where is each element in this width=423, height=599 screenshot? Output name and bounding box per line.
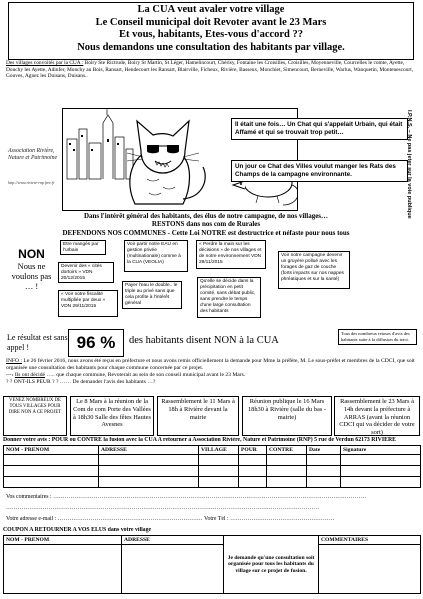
result-text: Le résultat est sans appel ! (7, 333, 68, 352)
cell-input[interactable] (199, 455, 239, 466)
story-card-1: Il était une fois… Un Chat qui s'appelait Urbain, qui était Affamé et qui se trouvait trop petit… (231, 118, 408, 140)
note-cites-dortoirs: Devenir des « cités dortoirs » VDN 20/12/2015 (58, 262, 114, 283)
form-avis-table (3, 445, 421, 488)
col-village: VILLAGE (199, 446, 239, 455)
villages-lead: Des villages convoités par la CUA : (6, 60, 84, 66)
table-row (4, 466, 421, 477)
vertical-ipns-note-wrapper (404, 110, 418, 235)
cell-input[interactable] (307, 455, 341, 466)
cell-input[interactable] (341, 477, 421, 488)
col-pour: POUR (239, 446, 267, 455)
info-label: INFO : (6, 358, 23, 364)
story-panel (231, 110, 411, 213)
header-box (8, 2, 414, 60)
phone-label: Votre Tél : (204, 516, 229, 522)
meeting-16-mars: Réunion publique le 16 Mars 18h30 à Rivière (salle du bas - mairie) (242, 396, 332, 436)
comments-dots: ……………………………………………………………………………………………………………………………………………… (53, 494, 367, 500)
note-precipitation: Qu'elle se décide dans la précipitation en petit comité, sans débat public, sans prendre le temps d'une large consultation des habitants (197, 277, 261, 318)
info-decided: Ils ont décidé (14, 372, 45, 378)
cell-input[interactable] (99, 455, 199, 466)
info-arrow: ---› (6, 372, 15, 378)
header-line-1: La CUA veut avaler votre village (137, 4, 285, 15)
call-line-1: Dans l'intérêt général des habitants, des élus de notre campagne, de nos villages… (83, 212, 329, 220)
note-eau-privee: Voir partir notre EAU en gestion privée (multinationale) comme à la CUA (VEOLIA) (124, 240, 188, 272)
info-p3: ? ? ONT-ILS PEUR ? ? …… De demander l'avis des habitants …? (6, 379, 156, 385)
info-p2: ….. que chaque commune, Revoterait au sein de son conseil municipal avant le 23 Mars. (45, 372, 246, 378)
call-line-3: DEFENDONS NOS COMMUNES - Cette Loi NOTRE est destructrice et néfaste pour nous tous (62, 228, 350, 237)
cell-input[interactable] (267, 455, 307, 466)
meeting-venez: VENEZ NOMBREUX DE TOUS VILLAGES POUR DIRE NON A CE PROJET (3, 396, 67, 436)
result-disent: des habitants disent NON à la CUA (129, 335, 279, 346)
cell-input[interactable] (341, 466, 421, 477)
form-avis-header-row (4, 446, 421, 455)
col-adresse: ADRESSE (99, 446, 199, 455)
table-row (4, 455, 421, 466)
villages-list (6, 60, 418, 80)
cell-input[interactable] (307, 477, 341, 488)
coupon-col-nom: NOM - PRENOM (4, 536, 122, 545)
header-line-4: Nous demandons une consultation des habitants par village. (77, 41, 345, 53)
cell-input[interactable] (341, 455, 421, 466)
cell-input[interactable] (199, 466, 239, 477)
cell-input[interactable] (319, 545, 421, 594)
col-signature: Signature (341, 446, 421, 455)
email-label: Votre adresse e-mail : (6, 516, 57, 522)
non-heading: NON (18, 247, 45, 261)
non-subheading: Nous ne voulons pas … ! (11, 262, 52, 291)
cell-input[interactable] (307, 466, 341, 477)
table-row (4, 477, 421, 488)
cell-input[interactable] (4, 466, 99, 477)
coupon-header-row (4, 536, 421, 545)
coupon-title: COUPON A RETOURNER A VOS ELUS dans votre village (3, 527, 152, 533)
phone-dots: ……………………………………………… (230, 516, 335, 522)
cell-input[interactable] (267, 466, 307, 477)
note-eau-double: Payer l'eau le double.. le triple au privé sans que cela profite à l'intérêt général (122, 281, 182, 309)
header-line-2: Le Conseil municipal doit Revoter avant le 23 Mars (95, 16, 327, 28)
result-percent: 96 % (68, 329, 124, 357)
note-fiscalite: « Voir notre fiscalité multipliée par deux » VDN 29/11/2015 (58, 290, 118, 317)
note-gaz-de-couche: Voir notre campagne devenir un gruyère pollué avec les forages de gaz de couche (forts impacts sur nos nappes phréatiques et sur la santé) (278, 251, 350, 289)
comments-label: Vos commentaires : (6, 494, 52, 500)
cell-input[interactable] (99, 466, 199, 477)
col-date: Date (307, 446, 341, 455)
coupon-col-adresse: ADRESSE (122, 536, 224, 545)
call-line-2: RESTONS dans nos com de Rurales (151, 220, 261, 229)
note-perdre-la-main: « Perdre la main sur les décisions » de nos villages et de notre environnement VDN 29/11/2015 (196, 240, 266, 269)
cell-input[interactable] (4, 455, 99, 466)
cell-input[interactable] (99, 477, 199, 488)
cell-input[interactable] (239, 466, 267, 477)
col-contre: CONTRE (267, 446, 307, 455)
table-row (4, 545, 421, 594)
story-card-2: Un jour ce Chat des Villes voulut manger les Rats des Champs de la campagne environnante. (231, 160, 408, 182)
coupon-col-commentaires: COMMENTAIRES (319, 536, 421, 545)
col-nom-prenom: NOM - PRENOM (4, 446, 99, 455)
form-avis-title: Donner votre avis : POUR ou CONTRE la fusion avec la CUA A retourner à Association Rivière, Nature et Patrimoine (RNP) 5 rue de Verdun 62173 RIVIERE (3, 437, 397, 443)
note-manges: Etre mangés par l'urbain (60, 240, 106, 255)
cell-input[interactable] (239, 477, 267, 488)
vertical-ipns-note: I.P.N.S. – Ne pas jeter sur la voie publique (406, 110, 412, 219)
header-line-3: Et vous, habitants, Etes-vous d'accord ?? (118, 29, 304, 41)
villages-names: Boiry Ste Rictrude, Boiry St Martin, St Léger, Hamelincourt, Chérisy, Fontaine les Croisilles, Croisilles, Moyenneville, Courcelles le comte, Ayette, Douchy les Ayette, Adinfer, Monchy au Bois, Ransart, Hendecourt les Ransart, Blairville, Ficheux, Rivière, Basseux, Monchiet, Simencourt, Berneville, Warlus, Wanquetin, Montenescourt, Gouves, Agnez les Duisans, Duisans.. (6, 60, 414, 80)
result-note: Tous des nombreux retours d'avis des habitants suite à la diffusion du tract. (338, 329, 417, 345)
coupon-table (3, 535, 421, 594)
email-dots: ………………………………………………………………… (57, 516, 203, 522)
coupon-statement: Je demande qu'une consultation soit organisée pour tous les habitants du village sur ce projet de fusion. (224, 536, 319, 594)
association-name: Association Rivière, Nature et Patrimoine (8, 148, 58, 161)
info-p1: Le 26 février 2016, nous avons été reçus en préfecture et nous avons remis officiellement la demande pour Mme la préfète, M. Le sous-préfet et membres de la CDCI, que soit organisée une consultation des habitants pour chaque commune concernée par ce projet. (6, 358, 415, 371)
meeting-23-mars: Rassemblement le 23 Mars à 14h devant la préfecture à ARRAS (avant la réunion CDCI qui va décider de votre sort) (334, 396, 420, 436)
cell-input[interactable] (199, 477, 239, 488)
cell-input[interactable] (239, 455, 267, 466)
cell-input[interactable] (4, 545, 122, 594)
contact-line[interactable] (6, 516, 418, 522)
cell-input[interactable] (4, 477, 99, 488)
comments-line[interactable] (6, 494, 418, 500)
meeting-11-mars: Rassemblement le 11 Mars à 18h à Rivière devant la mairie (157, 396, 239, 436)
cell-input[interactable] (122, 545, 224, 594)
comments-dots-2: ……………………………………………………………………………………………………………………………………………… (6, 505, 320, 511)
info-paragraph (6, 358, 418, 386)
comments-line-2[interactable] (6, 505, 418, 511)
meeting-8-mars: Le 8 Mars à la réunion de la Com de com Porte des Vallées à 18h30 Salle des fêtes Hautes Avesnes (70, 396, 154, 436)
association-url: http://www.riviere-rnp.free.fr (8, 180, 55, 185)
cell-input[interactable] (267, 477, 307, 488)
call-to-action (14, 212, 398, 237)
